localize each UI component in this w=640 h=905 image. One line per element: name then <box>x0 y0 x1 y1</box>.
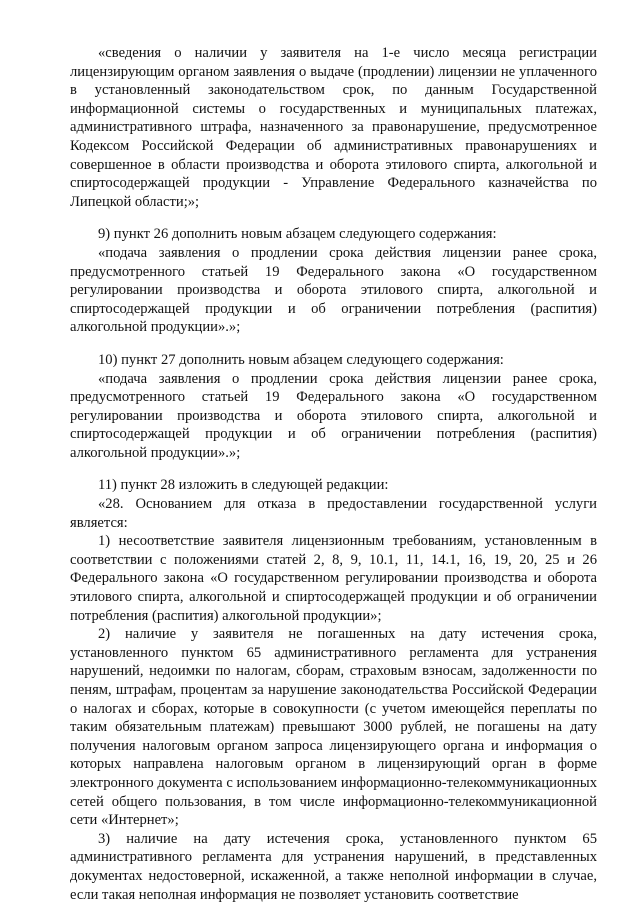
paragraph-clause-28-1: 1) несоответствие заявителя лицензионным требованиям, установленным в соответствии с положениями статей 2, 8, 9, 10.1, 11, 14.1, 16, 19, 20, 25 и 26 Федерального закона «О государственном регулировании производства и оборота этилового спирта, алкогольной и спиртосодержащей продукции и об ограничении потребления (распития) алкогольной продукции»; <box>70 533 597 624</box>
paragraph-item-11: 11) пункт 28 изложить в следующей редакции: <box>98 477 389 494</box>
paragraph-clause-28-3: 3) наличие на дату истечения срока, установленного пунктом 65 административного регламента для устранения нарушений, в представленных документах недостоверной, искаженной, а также неполной информации в случае, если такая неполная информация не позволяет установить соответствие <box>70 830 597 903</box>
paragraph-clause-28-2: 2) наличие у заявителя не погашенных на дату истечения срока, установленного пунктом 65 административного регламента для устранения нарушений, недоимки по налогам, сборам, страховым взносам, задолженности по пеням, штрафам, процентам за нарушение законодательства Российской Федерации о налогах и сборах, которые в совокупности (с учетом имеющейся переплаты по таким обязательным платежам) превышают 3000 рублей, не погашены на дату получения налоговым органом запроса лицензирующего органа и информация о которых направлена налоговым органом в лицензирующий орган в форме электронного документа с использованием информационно-телекоммуникационных сетей общего пользования, в том числе информационно-телекоммуникационной сети «Интернет»; <box>70 626 597 829</box>
paragraph-item-10: 10) пункт 27 дополнить новым абзацем следующего содержания: <box>98 351 504 368</box>
paragraph-item-10-text: «подача заявления о продлении срока действия лицензии ранее срока, предусмотренного статьей 19 Федерального закона «О государственном регулировании производства и оборота этилового спирта, алкогольной и спиртосодержащей продукции и об ограничении потребления (распития) алкогольной продукции».»; <box>70 370 597 461</box>
document-page <box>70 44 597 904</box>
paragraph-item-9-text: «подача заявления о продлении срока действия лицензии ранее срока, предусмотренного статьей 19 Федерального закона «О государственном регулировании производства и оборота этилового спирта, алкогольной и спиртосодержащей продукции и об ограничении потребления (распития) алкогольной продукции».»; <box>70 244 597 336</box>
paragraph-fine-info: «сведения о наличии у заявителя на 1-е число месяца регистрации лицензирующим органом заявления о выдаче (продлении) лицензии не уплаченного в установленный законодательством срок, по данным Государственной информационной системы о государственных и муниципальных платежах, административного штрафа, назначенного за правонарушение, предусмотренное Кодексом Российской Федерации об административных правонарушениях и совершенное в области производства и оборота этилового спирта, алкогольной и спиртосодержащей продукции - Управление Федерального казначейства по Липецкой области;»; <box>70 45 597 210</box>
paragraph-clause-28: «28. Основанием для отказа в предоставлении государственной услуги является: <box>70 496 597 531</box>
paragraph-item-9: 9) пункт 26 дополнить новым абзацем следующего содержания: <box>98 226 497 243</box>
